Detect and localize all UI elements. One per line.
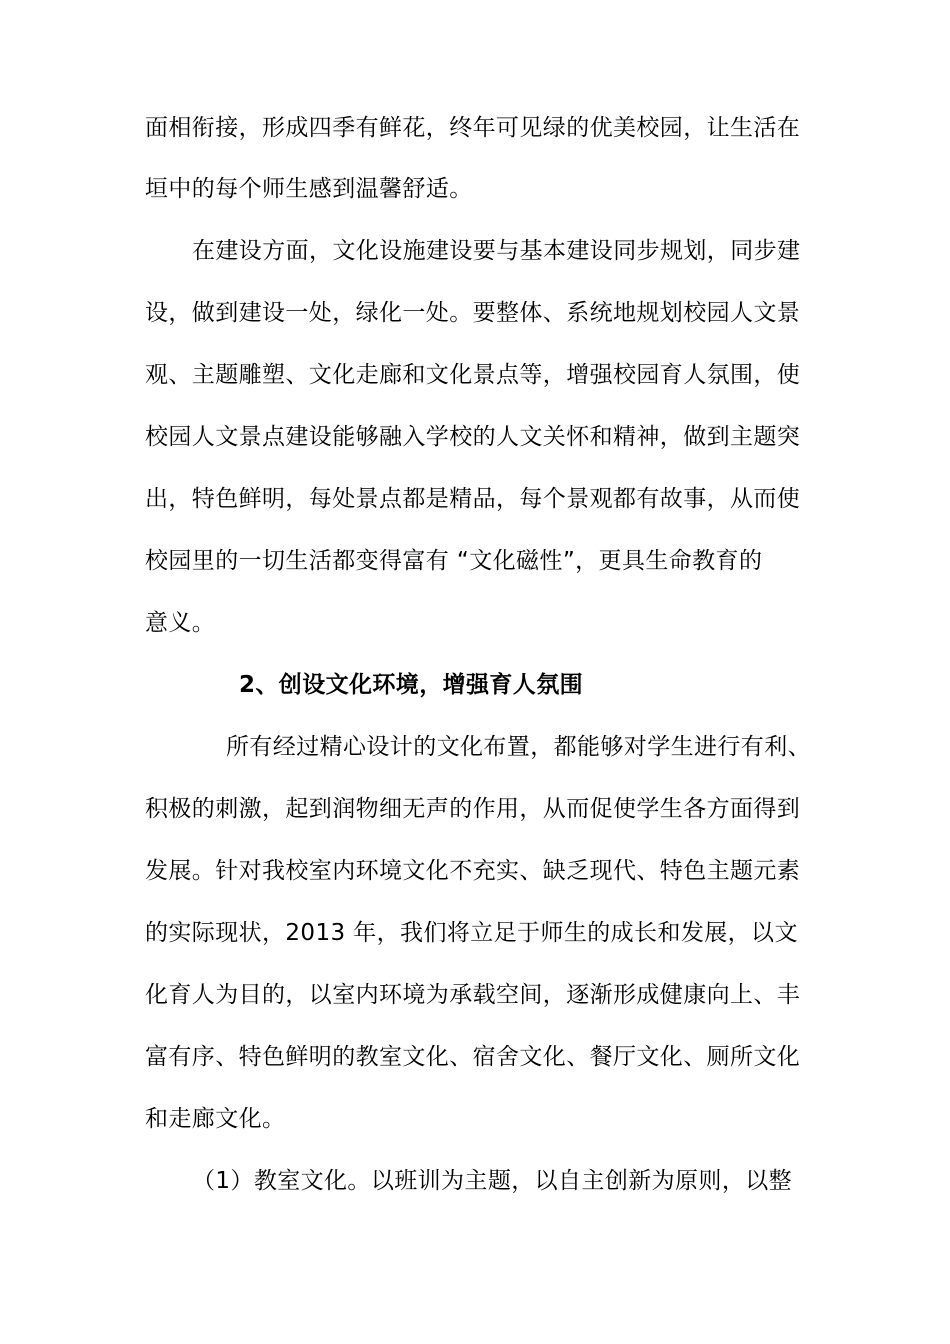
body-text-line: 和走廊文化。	[145, 1106, 286, 1132]
body-text-line: 观、主题雕塑、文化走廊和文化景点等，增强校园育人氛围，使	[145, 362, 801, 388]
body-text-line: 设，做到建设一处，绿化一处。要整体、系统地规划校园人文景	[145, 300, 801, 326]
body-text-line: 校园里的一切生活都变得富有 “文化磁性”，更具生命教育的	[145, 548, 763, 574]
body-text-line: 发展。针对我校室内环境文化不充实、缺乏现代、特色主题元素	[145, 858, 801, 884]
body-text-line: 意义。	[145, 610, 216, 636]
body-text-line: 积极的刺激，起到润物细无声的作用，从而促使学生各方面得到	[145, 796, 801, 822]
paragraph-start-line: 所有经过精心设计的文化布置，都能够对学生进行有利、	[226, 734, 811, 760]
paragraph-start-line: 在建设方面，文化设施建设要与基本建设同步规划，同步建	[192, 238, 801, 264]
paragraph-start-line: （1）教室文化。以班训为主题，以自主创新为原则，以整	[192, 1168, 793, 1194]
body-text-line: 的实际现状，2013 年，我们将立足于师生的成长和发展，以文	[145, 920, 798, 946]
body-text-line: 出，特色鲜明，每处景点都是精品，每个景观都有故事，从而使	[145, 486, 801, 512]
body-text-line: 垣中的每个师生感到温馨舒适。	[145, 176, 473, 202]
body-text-line: 校园人文景点建设能够融入学校的人文关怀和精神，做到主题突	[145, 424, 801, 450]
body-text-line: 化育人为目的，以室内环境为承载空间，逐渐形成健康向上、丰	[145, 982, 801, 1008]
section-heading: 2、创设文化环境，增强育人氛围	[239, 672, 584, 698]
body-text-line: 面相衔接，形成四季有鲜花，终年可见绿的优美校园，让生活在	[145, 115, 801, 141]
body-text-line: 富有序、特色鲜明的教室文化、宿舍文化、餐厅文化、厕所文化	[145, 1044, 801, 1070]
